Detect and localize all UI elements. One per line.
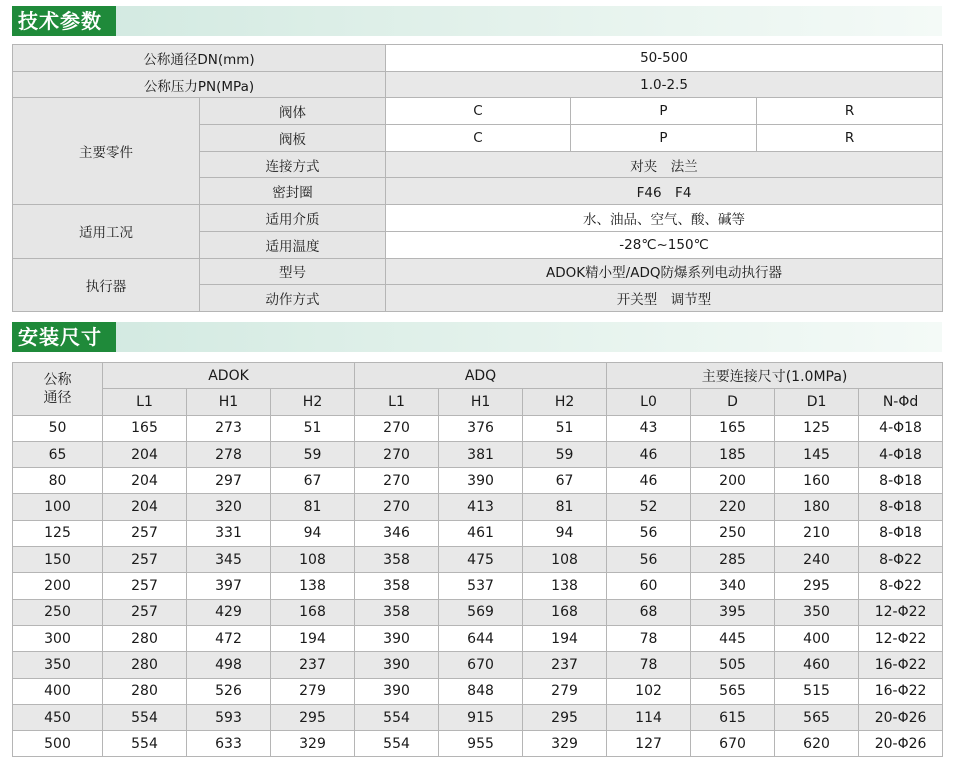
table-cell: 279 — [271, 678, 355, 704]
table-cell: 329 — [271, 731, 355, 757]
table-cell: 67 — [271, 468, 355, 494]
table-cell: 138 — [523, 573, 607, 599]
dn-header: 公称 通径 — [13, 363, 103, 416]
table-cell: 8-Φ22 — [859, 547, 943, 573]
group-header-adq: ADQ — [355, 363, 607, 389]
dn-cell: 100 — [13, 494, 103, 520]
table-cell: 94 — [523, 520, 607, 546]
dn-cell: 65 — [13, 441, 103, 467]
table-cell: 51 — [271, 415, 355, 441]
section-title: 技术参数 — [12, 6, 116, 36]
table-cell: 848 — [439, 678, 523, 704]
table-cell: 8-Φ18 — [859, 494, 943, 520]
table-row — [13, 678, 943, 704]
spec-value: R — [757, 125, 943, 152]
table-cell: 4-Φ18 — [859, 415, 943, 441]
table-cell: 670 — [439, 652, 523, 678]
spec-value: R — [757, 98, 943, 125]
table-cell: 125 — [775, 415, 859, 441]
table-cell: 565 — [691, 678, 775, 704]
table-row — [13, 441, 943, 467]
table-row — [13, 573, 943, 599]
dims-body — [13, 415, 943, 757]
table-cell: 670 — [691, 731, 775, 757]
spec-row-model — [13, 258, 943, 285]
table-cell: 346 — [355, 520, 439, 546]
table-cell: 12-Φ22 — [859, 625, 943, 651]
table-cell: 358 — [355, 573, 439, 599]
table-cell: 127 — [607, 731, 691, 757]
table-cell: 168 — [271, 599, 355, 625]
spec-row-dn — [13, 45, 943, 72]
table-cell: 285 — [691, 547, 775, 573]
table-cell: 633 — [187, 731, 271, 757]
table-cell: 210 — [775, 520, 859, 546]
spec-value: P — [571, 98, 757, 125]
table-cell: 429 — [187, 599, 271, 625]
spec-sub-label: 适用温度 — [200, 231, 386, 258]
table-cell: 43 — [607, 415, 691, 441]
table-cell: 278 — [187, 441, 271, 467]
table-cell: 46 — [607, 441, 691, 467]
spec-value: 50-500 — [386, 45, 943, 72]
table-row — [13, 704, 943, 730]
table-cell: 279 — [523, 678, 607, 704]
spec-group-label: 主要零件 — [13, 98, 200, 205]
table-cell: 400 — [775, 625, 859, 651]
table-cell: 280 — [103, 652, 187, 678]
spec-value: F46 F4 — [386, 178, 943, 205]
table-cell: 280 — [103, 678, 187, 704]
table-cell: 138 — [271, 573, 355, 599]
table-cell: 51 — [523, 415, 607, 441]
table-cell: 59 — [523, 441, 607, 467]
table-row — [13, 468, 943, 494]
table-cell: 376 — [439, 415, 523, 441]
column-header: H1 — [187, 389, 271, 415]
table-cell: 81 — [271, 494, 355, 520]
spec-group-label: 适用工况 — [13, 205, 200, 258]
table-cell: 257 — [103, 573, 187, 599]
table-cell: 331 — [187, 520, 271, 546]
table-cell: 358 — [355, 547, 439, 573]
table-cell: 295 — [523, 704, 607, 730]
table-cell: 390 — [355, 678, 439, 704]
column-header: D1 — [775, 389, 859, 415]
dimensions-table — [12, 362, 943, 757]
table-cell: 16-Φ22 — [859, 652, 943, 678]
spec-value: 1.0-2.5 — [386, 71, 943, 98]
table-cell: 390 — [355, 625, 439, 651]
table-cell: 240 — [775, 547, 859, 573]
table-cell: 526 — [187, 678, 271, 704]
table-cell: 505 — [691, 652, 775, 678]
table-cell: 165 — [691, 415, 775, 441]
spec-label: 公称压力PN(MPa) — [13, 71, 386, 98]
table-cell: 397 — [187, 573, 271, 599]
table-cell: 8-Φ22 — [859, 573, 943, 599]
table-cell: 165 — [103, 415, 187, 441]
table-cell: 194 — [523, 625, 607, 651]
table-cell: 200 — [691, 468, 775, 494]
table-cell: 78 — [607, 625, 691, 651]
dn-cell: 250 — [13, 599, 103, 625]
table-cell: 257 — [103, 547, 187, 573]
spec-sub-label: 密封圈 — [200, 178, 386, 205]
column-header: H2 — [523, 389, 607, 415]
dn-cell: 450 — [13, 704, 103, 730]
table-cell: 60 — [607, 573, 691, 599]
table-cell: 204 — [103, 494, 187, 520]
table-cell: 94 — [271, 520, 355, 546]
table-cell: 56 — [607, 520, 691, 546]
dn-cell: 500 — [13, 731, 103, 757]
table-cell: 554 — [103, 731, 187, 757]
spec-table — [12, 44, 943, 312]
dn-cell: 350 — [13, 652, 103, 678]
table-cell: 620 — [775, 731, 859, 757]
section-header-install-dims — [12, 322, 942, 352]
table-cell: 114 — [607, 704, 691, 730]
table-cell: 8-Φ18 — [859, 468, 943, 494]
section-header-tech-params — [12, 6, 942, 36]
table-cell: 280 — [103, 625, 187, 651]
table-cell: 102 — [607, 678, 691, 704]
table-cell: 340 — [691, 573, 775, 599]
dn-cell: 300 — [13, 625, 103, 651]
table-cell: 644 — [439, 625, 523, 651]
spec-sub-label: 适用介质 — [200, 205, 386, 232]
spec-row-pn — [13, 71, 943, 98]
table-cell: 295 — [271, 704, 355, 730]
table-cell: 8-Φ18 — [859, 520, 943, 546]
table-cell: 350 — [775, 599, 859, 625]
table-cell: 593 — [187, 704, 271, 730]
table-cell: 390 — [439, 468, 523, 494]
table-cell: 16-Φ22 — [859, 678, 943, 704]
spec-value: -28℃~150℃ — [386, 231, 943, 258]
dn-cell: 400 — [13, 678, 103, 704]
group-header-connection: 主要连接尺寸(1.0MPa) — [607, 363, 943, 389]
table-cell: 554 — [355, 731, 439, 757]
table-cell: 955 — [439, 731, 523, 757]
column-header: D — [691, 389, 775, 415]
column-header: L0 — [607, 389, 691, 415]
spec-row-body — [13, 98, 943, 125]
table-cell: 168 — [523, 599, 607, 625]
table-cell: 145 — [775, 441, 859, 467]
table-cell: 4-Φ18 — [859, 441, 943, 467]
table-cell: 52 — [607, 494, 691, 520]
table-row — [13, 652, 943, 678]
table-cell: 180 — [775, 494, 859, 520]
table-cell: 204 — [103, 468, 187, 494]
table-cell: 160 — [775, 468, 859, 494]
table-cell: 297 — [187, 468, 271, 494]
spec-sub-label: 阀板 — [200, 125, 386, 152]
table-cell: 12-Φ22 — [859, 599, 943, 625]
dims-sub-header-row — [13, 389, 943, 415]
table-row — [13, 625, 943, 651]
spec-value: C — [386, 98, 571, 125]
table-cell: 237 — [271, 652, 355, 678]
dn-cell: 50 — [13, 415, 103, 441]
spec-value: C — [386, 125, 571, 152]
table-cell: 237 — [523, 652, 607, 678]
table-cell: 390 — [355, 652, 439, 678]
spec-value: P — [571, 125, 757, 152]
spec-group-label: 执行器 — [13, 258, 200, 311]
table-cell: 250 — [691, 520, 775, 546]
table-cell: 295 — [775, 573, 859, 599]
spec-sub-label: 动作方式 — [200, 285, 386, 312]
table-cell: 59 — [271, 441, 355, 467]
table-cell: 554 — [355, 704, 439, 730]
table-cell: 395 — [691, 599, 775, 625]
table-cell: 56 — [607, 547, 691, 573]
table-cell: 185 — [691, 441, 775, 467]
table-cell: 270 — [355, 415, 439, 441]
table-cell: 515 — [775, 678, 859, 704]
column-header: H2 — [271, 389, 355, 415]
section-header-band — [12, 322, 942, 352]
table-cell: 108 — [523, 547, 607, 573]
table-cell: 81 — [523, 494, 607, 520]
spec-sub-label: 连接方式 — [200, 151, 386, 178]
table-cell: 270 — [355, 468, 439, 494]
column-header: L1 — [355, 389, 439, 415]
table-cell: 270 — [355, 441, 439, 467]
table-row — [13, 599, 943, 625]
table-cell: 915 — [439, 704, 523, 730]
table-cell: 413 — [439, 494, 523, 520]
table-cell: 20-Φ26 — [859, 731, 943, 757]
spec-value: 开关型 调节型 — [386, 285, 943, 312]
spec-value: 水、油品、空气、酸、碱等 — [386, 205, 943, 232]
table-cell: 78 — [607, 652, 691, 678]
table-cell: 257 — [103, 599, 187, 625]
table-cell: 194 — [271, 625, 355, 651]
spec-sub-label: 阀体 — [200, 98, 386, 125]
group-header-adok: ADOK — [103, 363, 355, 389]
table-cell: 329 — [523, 731, 607, 757]
spec-value: 对夹 法兰 — [386, 151, 943, 178]
table-cell: 498 — [187, 652, 271, 678]
table-cell: 220 — [691, 494, 775, 520]
table-cell: 20-Φ26 — [859, 704, 943, 730]
spec-label: 公称通径DN(mm) — [13, 45, 386, 72]
table-row — [13, 415, 943, 441]
table-cell: 472 — [187, 625, 271, 651]
table-cell: 381 — [439, 441, 523, 467]
dn-cell: 125 — [13, 520, 103, 546]
column-header: N-Φd — [859, 389, 943, 415]
table-cell: 257 — [103, 520, 187, 546]
table-cell: 67 — [523, 468, 607, 494]
spec-row-medium — [13, 205, 943, 232]
table-cell: 460 — [775, 652, 859, 678]
table-row — [13, 547, 943, 573]
table-cell: 108 — [271, 547, 355, 573]
table-cell: 569 — [439, 599, 523, 625]
spec-sub-label: 型号 — [200, 258, 386, 285]
table-cell: 68 — [607, 599, 691, 625]
table-cell: 537 — [439, 573, 523, 599]
column-header: H1 — [439, 389, 523, 415]
spec-value: ADOK精小型/ADQ防爆系列电动执行器 — [386, 258, 943, 285]
table-row — [13, 520, 943, 546]
table-cell: 345 — [187, 547, 271, 573]
column-header: L1 — [103, 389, 187, 415]
dims-group-header-row — [13, 363, 943, 389]
dn-cell: 200 — [13, 573, 103, 599]
table-cell: 46 — [607, 468, 691, 494]
section-header-band — [12, 6, 942, 36]
table-row — [13, 731, 943, 757]
table-cell: 273 — [187, 415, 271, 441]
table-cell: 461 — [439, 520, 523, 546]
dn-cell: 150 — [13, 547, 103, 573]
table-cell: 554 — [103, 704, 187, 730]
table-cell: 615 — [691, 704, 775, 730]
table-cell: 445 — [691, 625, 775, 651]
dn-cell: 80 — [13, 468, 103, 494]
table-cell: 320 — [187, 494, 271, 520]
table-cell: 565 — [775, 704, 859, 730]
table-cell: 358 — [355, 599, 439, 625]
section-title: 安装尺寸 — [12, 322, 116, 352]
table-row — [13, 494, 943, 520]
table-cell: 475 — [439, 547, 523, 573]
table-cell: 204 — [103, 441, 187, 467]
table-cell: 270 — [355, 494, 439, 520]
